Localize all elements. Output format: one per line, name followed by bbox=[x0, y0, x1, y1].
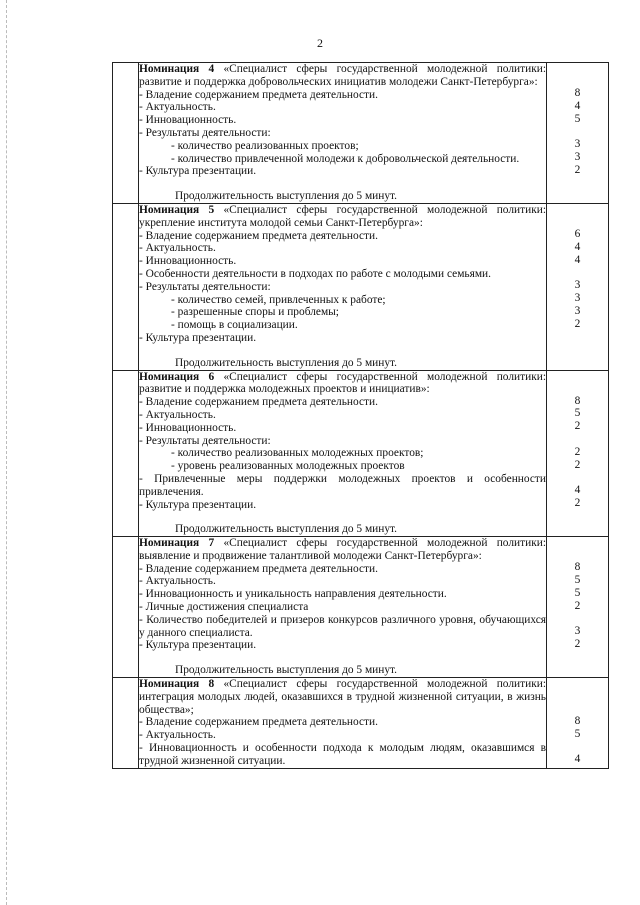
criterion-score: 2 bbox=[574, 420, 581, 433]
criterion-score: 5 bbox=[574, 727, 581, 740]
criterion-item bbox=[139, 140, 546, 153]
criterion-score: 2 bbox=[574, 458, 581, 471]
criterion-text: - Актуальность. bbox=[139, 242, 216, 255]
criterion-text: - Культура презентации. bbox=[139, 331, 257, 344]
duration-note: Продолжительность выступления до 5 минут. bbox=[175, 356, 398, 369]
criterion-score: 8 bbox=[574, 87, 581, 100]
criterion-item bbox=[139, 460, 546, 473]
score-cell bbox=[547, 370, 609, 537]
criterion-score: 3 bbox=[574, 151, 581, 164]
nomination-description: «Специалист сферы государственной молодежной политики: укрепление института молодой семьи Санкт-Петербурга»: bbox=[139, 203, 546, 229]
criterion-item bbox=[139, 422, 546, 435]
criterion-text: - количество реализованных молодежных проектов; bbox=[171, 447, 424, 460]
criterion-item bbox=[139, 614, 546, 640]
duration-note: Продолжительность выступления до 5 минут. bbox=[175, 190, 398, 203]
criterion-text: - Владение содержанием предмета деятельности. bbox=[139, 562, 378, 575]
score-spacer bbox=[547, 678, 608, 715]
nomination-row bbox=[113, 370, 609, 537]
criteria-cell bbox=[139, 678, 547, 769]
criterion-text: - Личные достижения специалиста bbox=[139, 601, 309, 614]
nomination-row bbox=[113, 678, 609, 769]
criterion-text: - Актуальность. bbox=[139, 575, 216, 588]
criterion-item bbox=[139, 114, 546, 127]
criterion-text: - Инновационность и особенности подхода к молодым людям, оказавшимся в трудной жизненной ситуации. bbox=[139, 742, 546, 767]
criterion-item bbox=[139, 281, 546, 294]
nomination-title bbox=[139, 371, 546, 397]
score-cell bbox=[547, 537, 609, 678]
criterion-item bbox=[139, 601, 546, 614]
criterion-text: - Культура презентации. bbox=[139, 165, 257, 178]
criterion-text: - Количество победителей и призеров конкурсов различного уровня, обучающихся у данного специалиста. bbox=[139, 613, 546, 639]
criterion-score: 2 bbox=[574, 637, 581, 650]
criterion-text: - Результаты деятельности: bbox=[139, 434, 271, 447]
criterion-item bbox=[139, 447, 546, 460]
criterion-score: 2 bbox=[574, 497, 581, 509]
criterion-item bbox=[139, 242, 546, 255]
criterion-score: 4 bbox=[574, 99, 581, 112]
criterion-text: - Актуальность. bbox=[139, 408, 216, 421]
criterion-text: - Владение содержанием предмета деятельности. bbox=[139, 716, 378, 729]
nomination-title bbox=[139, 537, 546, 563]
nomination-label: Номинация 7 bbox=[139, 537, 215, 550]
nomination-title bbox=[139, 204, 546, 230]
criterion-item bbox=[139, 729, 546, 742]
criteria-table bbox=[112, 62, 609, 769]
criterion-item bbox=[139, 396, 546, 409]
number-cell bbox=[113, 678, 139, 769]
criterion-text: - Владение содержанием предмета деятельности. bbox=[139, 229, 378, 242]
criterion-score: 3 bbox=[574, 292, 581, 305]
criterion-text: - количество привлеченной молодежи к добровольческой деятельности. bbox=[171, 152, 520, 165]
criteria-cell bbox=[139, 63, 547, 204]
criterion-text: - Результаты деятельности: bbox=[139, 126, 271, 139]
nomination-description: «Специалист сферы государственной молодежной политики: интеграция молодых людей, оказавшихся в трудной жизненной ситуации, в жизнь общества»; bbox=[139, 678, 546, 716]
criterion-item bbox=[139, 319, 546, 332]
criterion-score: 5 bbox=[574, 407, 581, 420]
criterion-score: 2 bbox=[574, 163, 581, 176]
duration-note: Продолжительность выступления до 5 минут. bbox=[175, 664, 398, 677]
criterion-score: 2 bbox=[574, 317, 581, 330]
page-number: 2 bbox=[317, 36, 323, 50]
nomination-label: Номинация 8 bbox=[139, 678, 215, 691]
criterion-text: - помощь в социализации. bbox=[171, 319, 298, 332]
nomination-description: «Специалист сферы государственной молодежной политики: развитие и поддержка молодежных проектов и инициатив»: bbox=[139, 370, 546, 396]
criterion-text: - Владение содержанием предмета деятельности. bbox=[139, 396, 378, 409]
criteria-cell bbox=[139, 370, 547, 537]
nomination-title bbox=[139, 678, 546, 716]
criterion-score bbox=[547, 125, 608, 138]
criterion-score: 5 bbox=[574, 112, 581, 125]
criterion-text: - количество семей, привлеченных к работе; bbox=[171, 293, 386, 306]
criterion-item bbox=[139, 268, 546, 281]
criterion-item bbox=[139, 127, 546, 140]
criterion-score: 2 bbox=[574, 445, 581, 458]
score-spacer bbox=[547, 537, 608, 561]
criterion-text: - Результаты деятельности: bbox=[139, 280, 271, 293]
duration-note: Продолжительность выступления до 5 минут. bbox=[175, 523, 398, 536]
criterion-text: - Инновационность и уникальность направления деятельности. bbox=[139, 588, 447, 601]
criterion-text: - Актуальность. bbox=[139, 101, 216, 114]
criterion-score: 4 bbox=[574, 484, 581, 497]
score-cell bbox=[547, 678, 609, 769]
nomination-label: Номинация 4 bbox=[139, 63, 215, 75]
score-spacer bbox=[547, 371, 608, 395]
criterion-score: 6 bbox=[574, 228, 581, 241]
scan-edge-line bbox=[6, 0, 8, 905]
criterion-score: 5 bbox=[574, 586, 581, 599]
nomination-row bbox=[113, 537, 609, 678]
criterion-text: - Владение содержанием предмета деятельности. bbox=[139, 88, 378, 101]
criterion-text: - Особенности деятельности в подходах по работе с молодыми семьями. bbox=[139, 267, 491, 280]
criterion-score: 3 bbox=[574, 138, 581, 151]
criterion-score: 8 bbox=[574, 714, 581, 727]
criterion-text: - Инновационность. bbox=[139, 255, 237, 268]
criterion-item bbox=[139, 639, 546, 652]
score-cell bbox=[547, 63, 609, 204]
criterion-item bbox=[139, 742, 546, 768]
criterion-score: 2 bbox=[574, 599, 581, 612]
criterion-item bbox=[139, 332, 546, 345]
nomination-label: Номинация 6 bbox=[139, 370, 215, 383]
nomination-description: «Специалист сферы государственной молодежной политики: развитие и поддержка добровольческих инициатив молодежи Санкт-Петербурга»: bbox=[139, 63, 546, 88]
criterion-text: - уровень реализованных молодежных проектов bbox=[171, 460, 405, 473]
criterion-score: 3 bbox=[574, 304, 581, 317]
criterion-item bbox=[139, 499, 546, 512]
nomination-title bbox=[139, 63, 546, 89]
criterion-text: - разрешенные споры и проблемы; bbox=[171, 306, 339, 319]
number-cell bbox=[113, 370, 139, 537]
criterion-text: - Культура презентации. bbox=[139, 639, 257, 652]
criterion-text: - количество реализованных проектов; bbox=[171, 139, 359, 152]
criterion-item bbox=[139, 563, 546, 576]
criterion-item bbox=[139, 165, 546, 178]
score-spacer bbox=[547, 63, 608, 87]
nomination-row bbox=[113, 63, 609, 204]
nomination-row bbox=[113, 203, 609, 370]
score-spacer bbox=[547, 204, 608, 228]
criterion-item bbox=[139, 409, 546, 422]
criterion-score bbox=[547, 330, 608, 343]
criterion-score: 3 bbox=[574, 625, 581, 638]
number-cell bbox=[113, 63, 139, 204]
criterion-item bbox=[139, 230, 546, 243]
criterion-score bbox=[547, 433, 608, 446]
score-cell bbox=[547, 203, 609, 370]
criteria-cell bbox=[139, 537, 547, 678]
criterion-text: - Актуальность. bbox=[139, 729, 216, 742]
number-cell bbox=[113, 537, 139, 678]
criterion-text: - Привлеченные меры поддержки молодежных проектов и особенности привлечения. bbox=[139, 472, 546, 498]
nomination-description: «Специалист сферы государственной молодежной политики: выявление и продвижение талантливой молодежи Санкт-Петербурга»: bbox=[139, 537, 546, 562]
criterion-item bbox=[139, 153, 546, 166]
criterion-item bbox=[139, 294, 546, 307]
criterion-score: 4 bbox=[574, 240, 581, 253]
criterion-score: 8 bbox=[574, 394, 581, 407]
criterion-item bbox=[139, 101, 546, 114]
criterion-text: - Инновационность. bbox=[139, 114, 237, 127]
criterion-score bbox=[547, 266, 608, 279]
criterion-item bbox=[139, 435, 546, 448]
criterion-item bbox=[139, 588, 546, 601]
criterion-text: - Культура презентации. bbox=[139, 498, 257, 511]
criterion-score: 8 bbox=[574, 561, 581, 574]
number-cell bbox=[113, 203, 139, 370]
criterion-item bbox=[139, 306, 546, 319]
criterion-score: 4 bbox=[574, 753, 581, 766]
criterion-item bbox=[139, 473, 546, 499]
criterion-item bbox=[139, 575, 546, 588]
criterion-score: 5 bbox=[574, 573, 581, 586]
criterion-item bbox=[139, 255, 546, 268]
criterion-text: - Инновационность. bbox=[139, 421, 237, 434]
criterion-item bbox=[139, 89, 546, 102]
criterion-score: 4 bbox=[574, 253, 581, 266]
criterion-item bbox=[139, 716, 546, 729]
criteria-cell bbox=[139, 203, 547, 370]
nomination-label: Номинация 5 bbox=[139, 203, 215, 216]
criterion-score: 3 bbox=[574, 279, 581, 292]
